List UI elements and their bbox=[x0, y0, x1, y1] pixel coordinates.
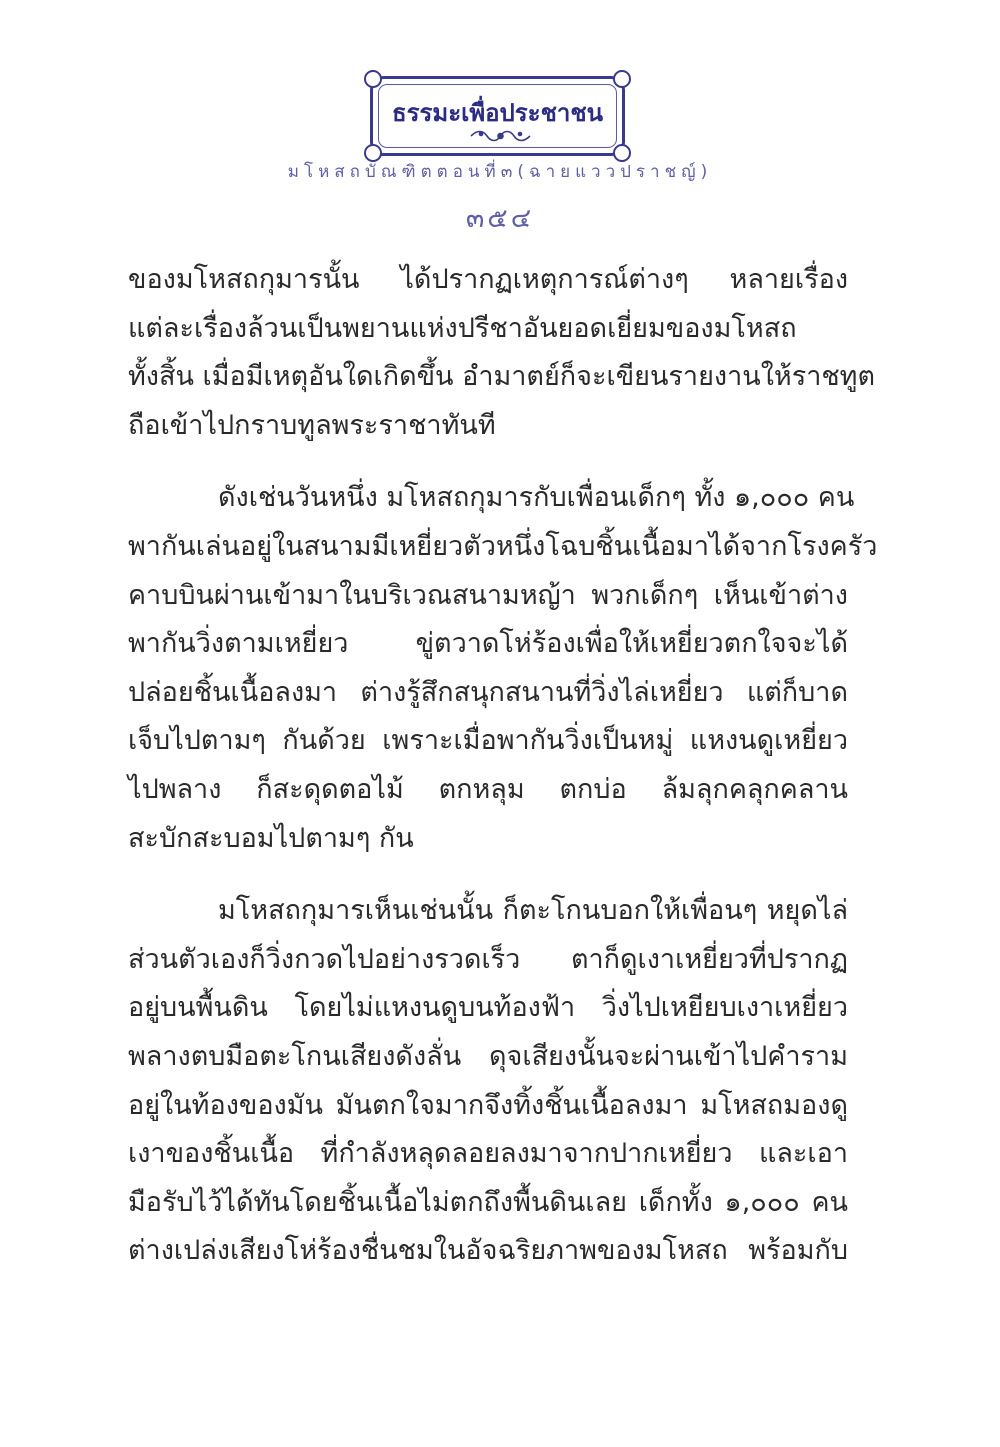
logo-corner-ornament bbox=[613, 70, 631, 88]
text-line: มโหสถกุมารเห็นเช่นนั้น ก็ตะโกนบอกให้เพื่อนๆ หยุดไล่ bbox=[218, 895, 848, 927]
dhamma-logo bbox=[370, 76, 625, 156]
text-line: อยู่บนพื้นดิน โดยไม่แหงนดูบนท้องฟ้า วิ่งไปเหยียบเงาเหยี่ยว bbox=[128, 992, 848, 1024]
text-line: อยู่ในท้องของมัน มันตกใจมากจึงทิ้งชิ้นเนื้อลงมา มโหสถมองดู bbox=[128, 1089, 848, 1121]
text-line: ทั้งสิ้น เมื่อมีเหตุอันใดเกิดขึ้น อำมาตย์ก็จะเขียนรายงานให้ราชทูต bbox=[128, 361, 876, 393]
text-line: พลางตบมือตะโกนเสียงดังลั่น ดุจเสียงนั้นจะผ่านเข้าไปคำราม bbox=[128, 1040, 848, 1072]
logo-text: ธรรมะเพื่อประชาชน bbox=[391, 99, 604, 127]
text-line: เงาของชิ้นเนื้อ ที่กำลังหลุดลอยลงมาจากปากเหยี่ยว และเอา bbox=[128, 1138, 848, 1170]
page-number: ๓๕๔ bbox=[465, 203, 535, 234]
text-line: คาบบินผ่านเข้ามาในบริเวณสนามหญ้า พวกเด็กๆ เห็นเข้าต่าง bbox=[128, 579, 848, 611]
text-line: เจ็บไปตามๆ กันด้วย เพราะเมื่อพากันวิ่งเป็นหมู่ แหงนดูเหยี่ยว bbox=[128, 725, 848, 757]
text-line: พากันวิ่งตามเหยี่ยว ขู่ตวาดโห่ร้องเพื่อให้เหยี่ยวตกใจจะได้ bbox=[128, 628, 848, 660]
paragraph bbox=[128, 887, 848, 1276]
text-line: สะบักสะบอมไปตามๆ กัน bbox=[128, 822, 414, 854]
text-line: ส่วนตัวเองก็วิ่งกวดไปอย่างรวดเร็ว ตาก็ดูเงาเหยี่ยวที่ปรากฏ bbox=[128, 943, 848, 975]
text-line: ต่างเปล่งเสียงโห่ร้องชื่นชมในอัจฉริยภาพของมโหสถ พร้อมกับ bbox=[128, 1235, 848, 1267]
paragraph-spacer bbox=[128, 863, 848, 887]
text-line: มือรับไว้ได้ทันโดยชิ้นเนื้อไม่ตกถึงพื้นดินเลย เด็กทั้ง ๑,๐๐๐ คน bbox=[128, 1186, 848, 1218]
flourish-icon bbox=[373, 129, 628, 143]
paragraph-spacer bbox=[128, 450, 848, 474]
logo-corner-ornament bbox=[364, 70, 382, 88]
text-line: ถือเข้าไปกราบทูลพระราชาทันที bbox=[128, 409, 496, 441]
text-line: ดังเช่นวันหนึ่ง มโหสถกุมารกับเพื่อนเด็กๆ ทั้ง ๑,๐๐๐ คน bbox=[218, 482, 855, 514]
text-line: แต่ละเรื่องล้วนเป็นพยานแห่งปรีชาอันยอดเยี่ยมของมโหสถ bbox=[128, 312, 797, 344]
text-line: ของมโหสถกุมารนั้น ได้ปรากฏเหตุการณ์ต่างๆ หลายเรื่อง bbox=[128, 264, 848, 295]
chapter-subtitle: มโหสถบัณฑิตตอนที่๓(ฉายแววปราชญ์) bbox=[287, 162, 713, 182]
text-line: ไปพลาง ก็สะดุดตอไม้ ตกหลุม ตกบ่อ ล้มลุกคลุกคลาน bbox=[128, 773, 848, 805]
body-text bbox=[128, 256, 878, 1276]
paragraph bbox=[128, 256, 876, 450]
text-line: พากันเล่นอยู่ในสนามมีเหยี่ยวตัวหนึ่งโฉบชิ้นเนื้อมาได้จากโรงครัว bbox=[128, 530, 878, 562]
text-line: ปล่อยชิ้นเนื้อลงมา ต่างรู้สึกสนุกสนานที่วิ่งไล่เหยี่ยว แต่ก็บาด bbox=[128, 676, 848, 708]
paragraph bbox=[128, 474, 878, 863]
